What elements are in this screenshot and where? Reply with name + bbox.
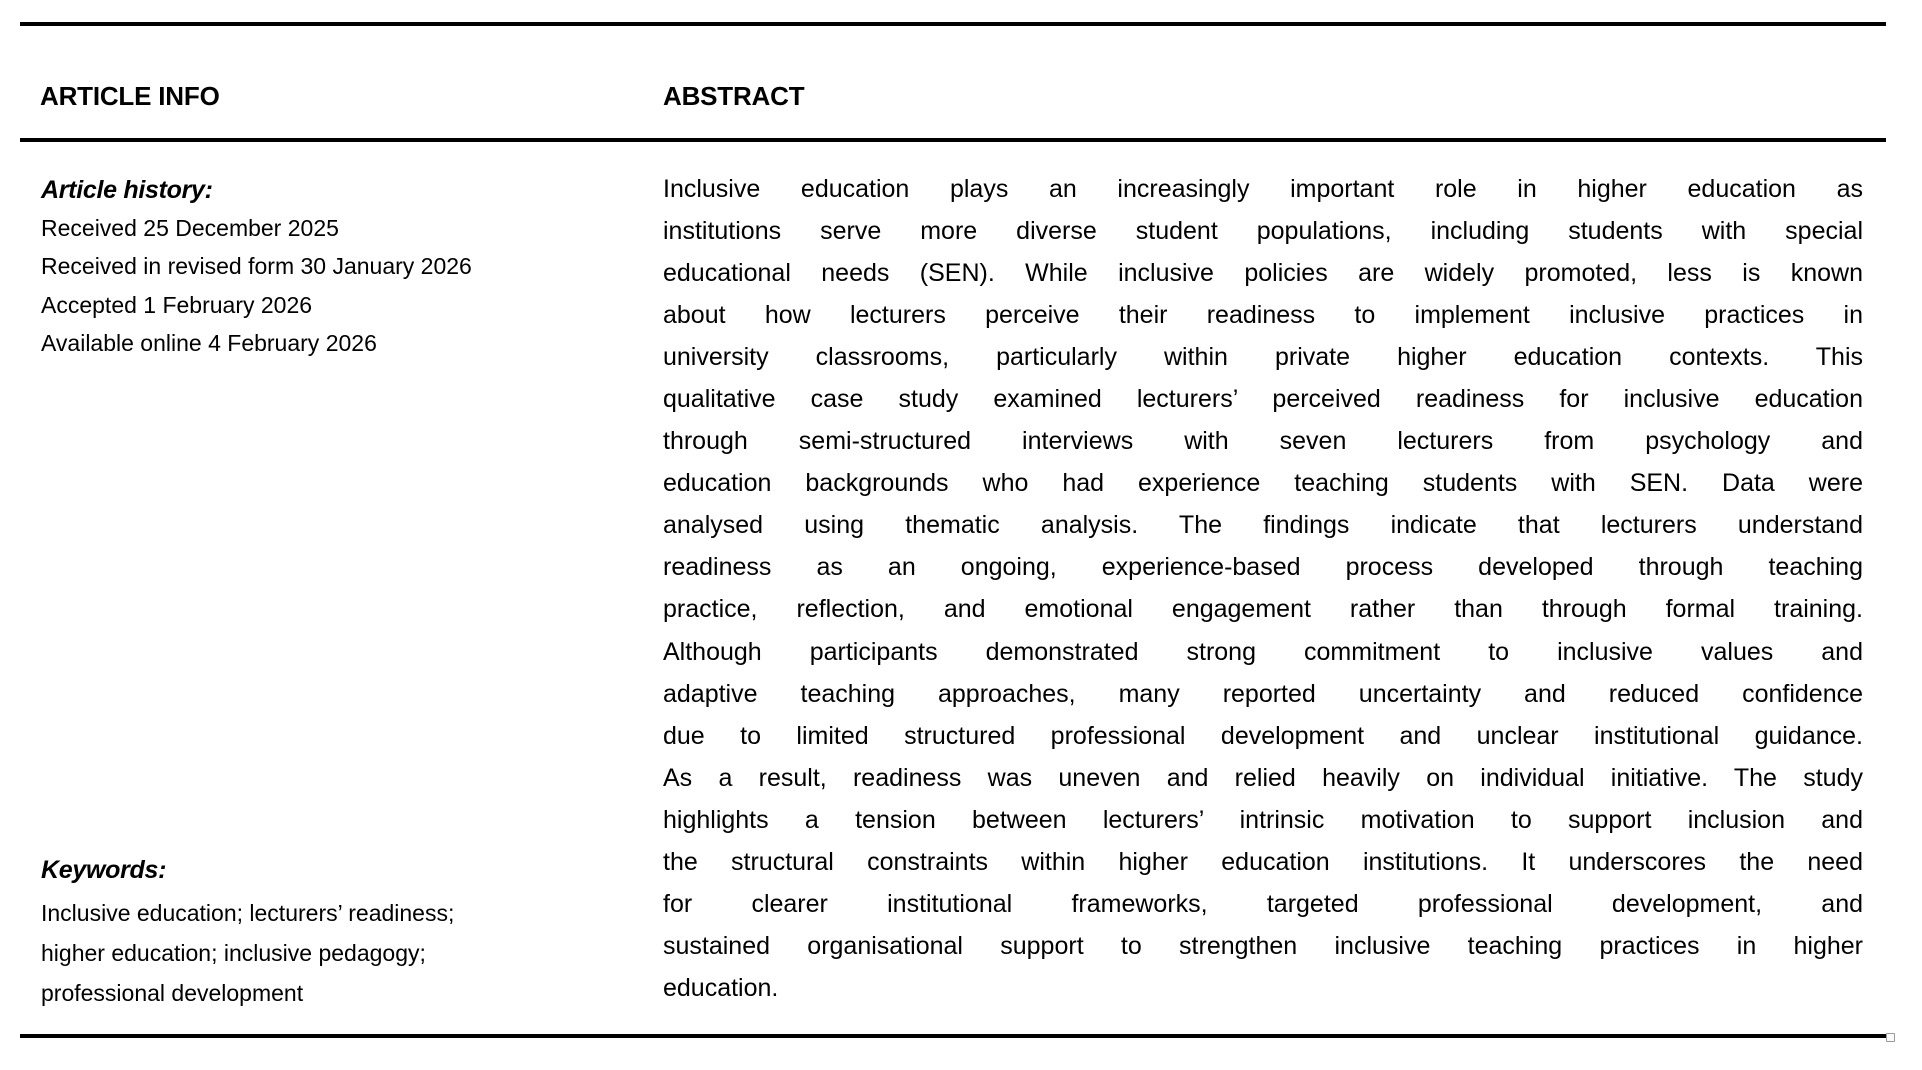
article-info-heading: ARTICLE INFO bbox=[40, 81, 220, 111]
header-rule bbox=[20, 138, 1886, 142]
abstract-line: practice, reflection, and emotional engagement rather than through formal training. bbox=[663, 595, 1863, 624]
abstract-heading: ABSTRACT bbox=[663, 81, 805, 111]
resize-handle[interactable] bbox=[1886, 1033, 1895, 1042]
keywords-title: Keywords: bbox=[41, 856, 167, 884]
abstract-line: the structural constraints within higher education institutions. It underscores the need bbox=[663, 847, 1863, 876]
keywords-line: Inclusive education; lecturers’ readiness; bbox=[41, 900, 455, 926]
abstract-line: sustained organisational support to strengthen inclusive teaching practices in higher bbox=[663, 931, 1863, 960]
history-entry-accepted: Accepted 1 February 2026 bbox=[41, 291, 313, 318]
article-history-title: Article history: bbox=[41, 176, 213, 204]
abstract-line: due to limited structured professional development and unclear institutional guidance. bbox=[663, 721, 1863, 750]
history-entry-revised: Received in revised form 30 January 2026 bbox=[41, 253, 472, 280]
abstract-line: education. bbox=[663, 973, 779, 1002]
keywords-section bbox=[41, 851, 641, 1013]
abstract-line: for clearer institutional frameworks, targeted professional development, and bbox=[663, 889, 1863, 918]
abstract-line: analysed using thematic analysis. The findings indicate that lecturers understand bbox=[663, 511, 1863, 540]
abstract-line: about how lecturers perceive their readiness to implement inclusive practices in bbox=[663, 301, 1863, 330]
abstract-line: qualitative case study examined lecturers’ perceived readiness for inclusive education bbox=[663, 385, 1863, 414]
article-history bbox=[41, 171, 641, 362]
abstract-line: educational needs (SEN). While inclusive policies are widely promoted, less is known bbox=[663, 259, 1863, 288]
abstract-line: As a result, readiness was uneven and relied heavily on individual initiative. The study bbox=[663, 763, 1863, 792]
abstract-line: Although participants demonstrated strong commitment to inclusive values and bbox=[663, 637, 1863, 666]
abstract-line: highlights a tension between lecturers’ intrinsic motivation to support inclusion and bbox=[663, 805, 1863, 834]
history-entry-online: Available online 4 February 2026 bbox=[41, 329, 377, 356]
abstract-line: through semi-structured interviews with seven lecturers from psychology and bbox=[663, 427, 1863, 456]
abstract-line: Inclusive education plays an increasingly important role in higher education as bbox=[663, 175, 1863, 203]
top-rule bbox=[20, 22, 1886, 26]
bottom-rule bbox=[20, 1034, 1886, 1038]
abstract-line: university classrooms, particularly within private higher education contexts. This bbox=[663, 343, 1863, 372]
abstract-text bbox=[663, 168, 1863, 1009]
keywords-line: higher education; inclusive pedagogy; bbox=[41, 940, 426, 966]
abstract-line: education backgrounds who had experience teaching students with SEN. Data were bbox=[663, 469, 1863, 498]
abstract-line: adaptive teaching approaches, many reported uncertainty and reduced confidence bbox=[663, 679, 1863, 708]
history-entry-received: Received 25 December 2025 bbox=[41, 215, 339, 241]
keywords-line: professional development bbox=[41, 980, 304, 1006]
abstract-line: institutions serve more diverse student populations, including students with special bbox=[663, 217, 1863, 246]
abstract-line: readiness as an ongoing, experience-based process developed through teaching bbox=[663, 553, 1863, 582]
